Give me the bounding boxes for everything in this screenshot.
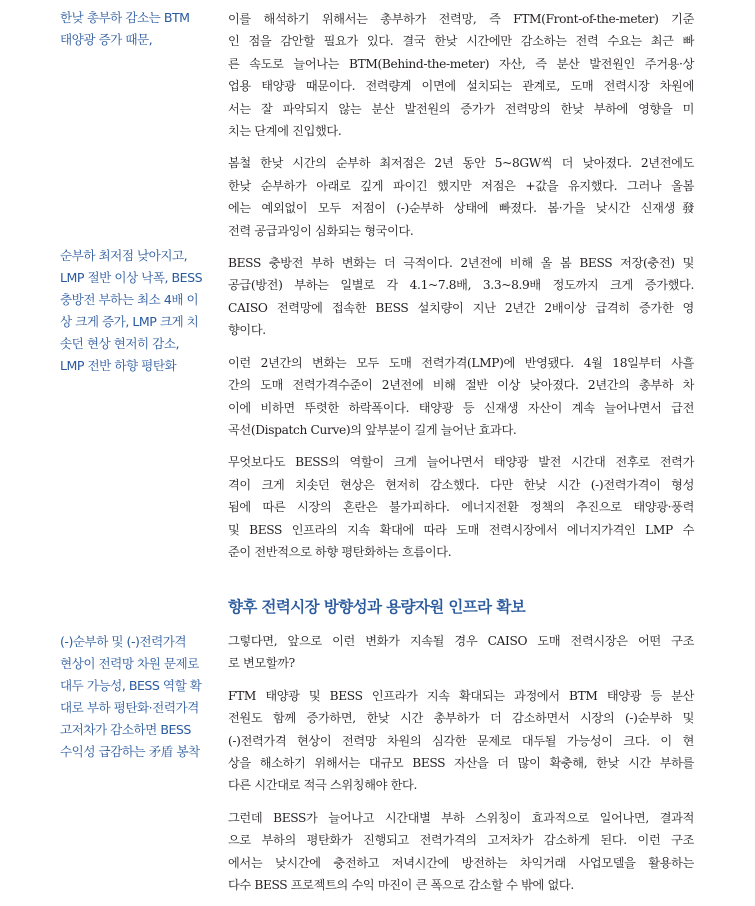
text-line: 공급(방전) 부하는 일별로 각 4.1~7.8배, 3.3~8.9배 정도까지 크게 증가했다. [228,278,694,293]
text-line: 충방전 부하는 최소 4배 이 [60,292,199,307]
text-line: 그런데 BESS가 늘어나고 시간대별 부하 스위칭이 효과적으로 일어나면, 결과적 [228,810,694,825]
paragraph [228,252,694,342]
text-line: 그렇다면, 앞으로 이런 변화가 지속될 경우 CAISO 도매 전력시장은 어떤 구조 [228,634,694,648]
paragraph [228,352,694,442]
text-line: 및 BESS 인프라의 지속 확대에 따라 도매 전력시장에서 에너지가격인 LMP 수 [228,522,694,537]
text-line: 됨에 따른 시장의 혼란은 불가피하다. 에너지전환 정책의 추진으로 태양광·풍력 [228,500,694,515]
text-line: 무엇보다도 BESS의 역할이 크게 늘어나면서 태양광 발전 시간대 전후로 전력가 [228,455,694,470]
text-line: 로 변모할까? [228,656,295,671]
text-line: LMP 절반 이상 낙폭, BESS [60,270,203,285]
text-line: (-)전력가격 현상이 전력망 차원의 심각한 문제로 대두될 가능성이 크다. 이 현 [228,733,694,748]
paragraph [228,807,694,897]
text-line: 다수 BESS 프로젝트의 수익 마진이 큰 폭으로 감소할 수 밖에 없다. [228,878,574,893]
text-line: 고저차가 감소하면 BESS [60,722,191,737]
text-line: 상 크게 증가, LMP 크게 치 [60,314,199,329]
text-line: 전력 공급과잉이 심화되는 형국이다. [228,223,414,238]
text-line: 한낮 총부하 감소는 BTM [60,10,190,25]
text-line: 이를 해석하기 위해서는 총부하가 전력망, 즉 FTM(Front-of-the-meter) 기준 [228,12,694,26]
text-line: 으로 부하의 평탄화가 진행되고 전력가격의 고저차가 감소하게 된다. 이런 구조 [228,833,694,848]
text-line: 이에 비하면 뚜렷한 하락폭이다. 태양광 등 신재생 자산이 계속 늘어나면서 급전 [228,400,694,415]
section-heading: 향후 전력시장 방향성과 용량자원 인프라 확보 [228,598,526,616]
paragraph [228,685,694,797]
paragraph [228,8,694,142]
body-section-2 [228,630,694,906]
text-line: 전원도 함께 증가하면, 한낮 시간 총부하가 더 감소하면서 시장의 (-)순부하 및 [228,711,694,726]
paragraph [228,152,694,242]
text-line: 이런 2년간의 변화는 모두 도매 전력가격(LMP)에 반영됐다. 4월 18일부터 사흘 [228,355,694,370]
text-line: LMP 전반 하향 평탄화 [60,358,177,373]
text-line: 봄철 한낮 시간의 순부하 최저점은 2년 동안 5~8GW씩 더 낮아졌다. 2년전에도 [228,156,694,171]
text-line: 에서는 낮시간에 충전하고 저녁시간에 방전하는 차익거래 사업모델을 활용하는 [228,855,694,870]
text-line: 격이 크게 치솟던 현상은 현저히 감소했다. 다만 한낮 시간 (-)전력가격이 형성 [228,477,694,492]
text-line: 태양광 증가 때문, [60,32,153,47]
text-line: 순부하 최저점 낮아지고, [60,248,188,263]
text-line: (-)순부하 및 (-)전력가격 [60,634,187,649]
body-section-1 [228,8,694,573]
sidenote-btm-solar [60,7,212,51]
sidenote-bess-paradox [60,631,212,763]
text-line: 간의 도매 전력가격수준이 2년전에 비해 절반 이상 낮아졌다. 2년간의 총부하 차 [228,378,694,393]
text-line: FTM 태양광 및 BESS 인프라가 지속 확대되는 과정에서 BTM 태양광 등 분산 [228,688,694,703]
text-line: 준이 전반적으로 하향 평탄화하는 흐름이다. [228,544,452,559]
text-line: 에는 예외없이 모두 저점이 (-)순부하 상태에 빠졌다. 봄·가을 낮시간 신재생發 [228,201,694,216]
text-line: 대로 부하 평탄화·전력가격 [60,700,199,715]
text-line: 대두 가능성, BESS 역할 확 [60,678,202,693]
paragraph [228,630,694,675]
text-line: BESS 충방전 부하 변화는 더 극적이다. 2년전에 비해 올 봄 BESS 저장(충전) 및 [228,256,694,271]
text-line: 향이다. [228,323,266,338]
paragraph [228,451,694,563]
text-line: CAISO 전력망에 접속한 BESS 설치량이 지난 2년간 2배이상 급격히 증가한 영 [228,300,694,315]
text-line: 다른 시간대로 적극 스위칭해야 한다. [228,778,417,793]
text-line: 른 속도로 늘어나는 BTM(Behind-the-meter) 자산, 즉 분산 발전원인 주거용·상 [228,56,694,71]
text-line: 솟던 현상 현저히 감소, [60,336,180,351]
text-line: 치는 단계에 진입했다. [228,124,342,139]
text-line: 업용 태양광 때문이다. 전력량계 이면에 설치되는 관계로, 도매 전력시장 차원에 [228,79,694,94]
text-line: 인 점을 감안할 필요가 있다. 결국 한낮 시간에만 감소하는 전력 수요는 최근 빠 [228,34,694,49]
text-line: 한낮 순부하가 아래로 깊게 파이긴 했지만 저점은 +값을 유지했다. 그러나 올봄 [228,178,694,193]
text-line: 상을 해소하기 위해서는 대규모 BESS 자산을 더 많이 확충해, 한낮 시간 부하를 [228,756,694,771]
text-line: 곡선(Dispatch Curve)의 앞부분이 길게 늘어난 효과다. [228,422,517,437]
text-line: 수익성 급감하는 矛盾 봉착 [60,744,200,759]
text-line: 서는 잘 파악되지 않는 분산 발전원의 증가가 전력망의 한낮 부하에 영향을 미 [228,101,694,116]
text-line: 현상이 전력망 차원 문제로 [60,656,199,671]
sidenote-lmp-decline [60,245,212,377]
